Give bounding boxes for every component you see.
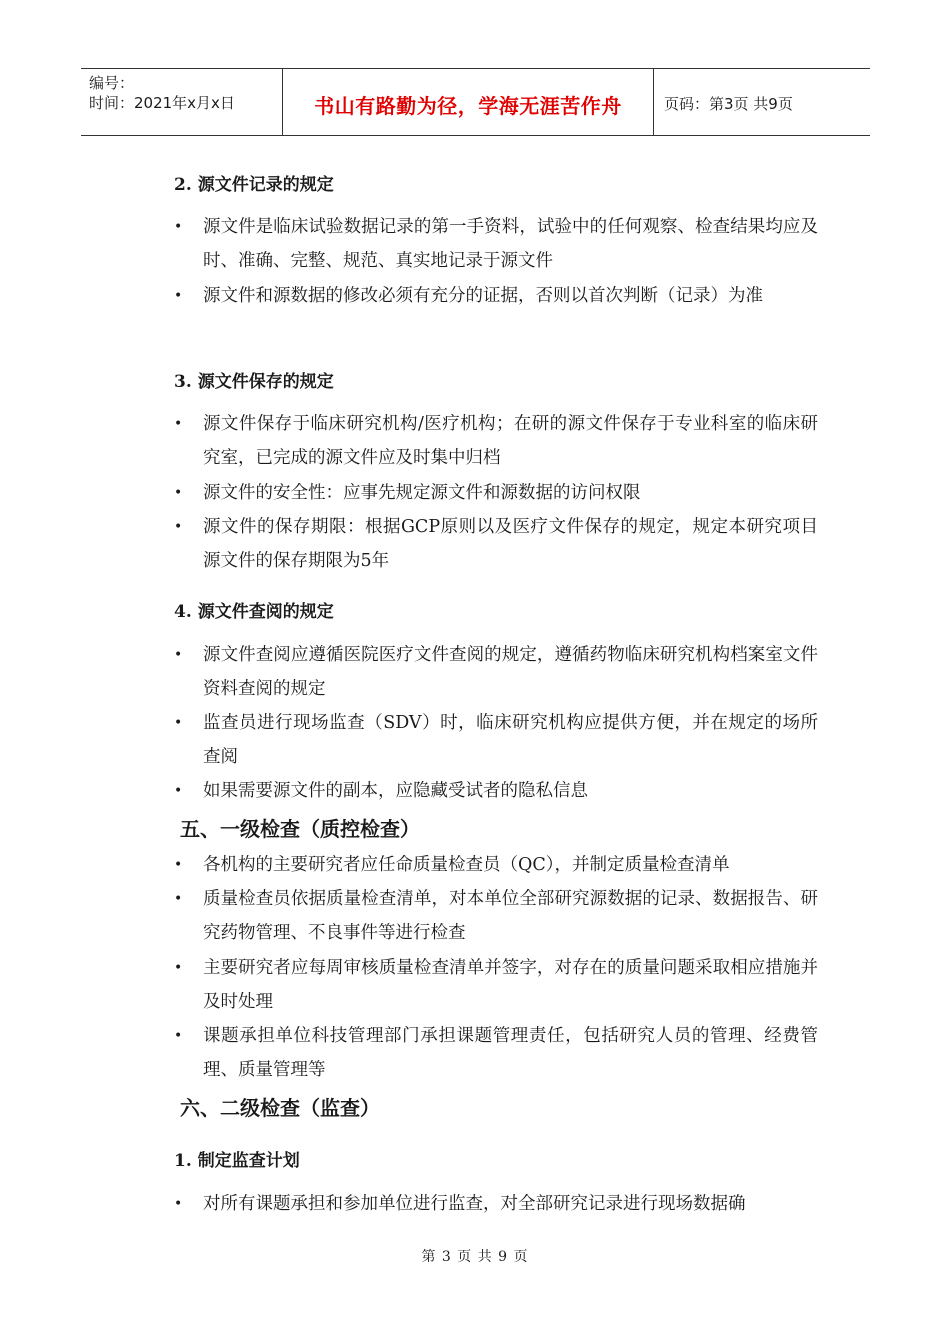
list-item [174,882,824,950]
list-item [174,638,824,706]
section-heading-3 [174,367,334,392]
bullet-icon: • [174,288,183,304]
section-title: 源文件记录的规定 [197,175,334,195]
list-item [174,210,824,278]
chapter-heading-5: 五、一级检查（质控检查） [180,817,420,841]
bullet-icon: • [174,1196,183,1212]
section-title: 源文件保存的规定 [197,372,334,392]
list-item-text: 源文件保存于临床研究机构/医疗机构；在研的源文件保存于专业科室的临床研究室，已完成的源文件应及时集中归档 [203,414,818,468]
section-number: 4. [174,602,192,622]
list-item-text: 质量检查员依据质量检查清单，对本单位全部研究源数据的记录、数据报告、研究药物管理、不良事件等进行检查 [203,889,818,943]
page-info-text: 页码：第3页 共9页 [664,94,793,113]
list-item [174,279,824,313]
list-item [174,1187,824,1221]
bullet-icon: • [174,857,183,873]
list-item-text: 源文件的安全性：应事先规定源文件和源数据的访问权限 [203,483,641,503]
list-item [174,1019,824,1087]
bullet-icon: • [174,485,183,501]
bullet-icon: • [174,783,183,799]
list-item-text: 主要研究者应每周审核质量检查清单并签字，对存在的质量问题采取相应措施并及时处理 [203,958,818,1012]
chapter-heading-6: 六、二级检查（监查） [180,1096,380,1120]
section-heading-2 [174,170,334,195]
header-motto-cell [282,69,654,135]
list-item [174,951,824,1019]
list-item-text: 对所有课题承担和参加单位进行监查，对全部研究记录进行现场数据确 [203,1194,746,1214]
bullet-icon: • [174,647,183,663]
section-number: 3. [174,372,192,392]
list-item-text: 源文件查阅应遵循医院医疗文件查阅的规定，遵循药物临床研究机构档案室文件资料查阅的规定 [203,645,818,699]
list-item [174,407,824,475]
list-item-text: 如果需要源文件的副本，应隐藏受试者的隐私信息 [203,781,588,801]
list-item-text: 监查员进行现场监查（SDV）时，临床研究机构应提供方便，并在规定的场所查阅 [203,713,818,767]
page-footer: 第 3 页 共 9 页 [421,1249,529,1265]
bullet-icon: • [174,960,183,976]
list-item-text: 课题承担单位科技管理部门承担课题管理责任，包括研究人员的管理、经费管理、质量管理等 [203,1026,818,1080]
list-item [174,706,824,774]
list-item [174,848,824,882]
document-time-label: 时间：2021年x月x日 [89,94,235,112]
document-number-label: 编号： [89,74,135,92]
list-item [174,476,824,510]
list-item [174,774,824,808]
section-title: 制定监查计划 [197,1151,300,1171]
section-number: 2. [174,175,192,195]
bullet-icon: • [174,519,183,535]
page-header [81,68,870,136]
header-motto: 书山有路勤为径，学海无涯苦作舟 [314,93,622,118]
bullet-icon: • [174,715,183,731]
section-number: 1. [174,1151,192,1171]
bullet-icon: • [174,1028,183,1044]
header-meta [81,69,282,135]
list-item [174,510,824,578]
list-item-text: 各机构的主要研究者应任命质量检查员（QC），并制定质量检查清单 [203,855,730,875]
bullet-icon: • [174,219,183,235]
list-item-text: 源文件的保存期限：根据GCP原则以及医疗文件保存的规定，规定本研究项目源文件的保存期限为5年 [203,517,818,571]
list-item-text: 源文件和源数据的修改必须有充分的证据，否则以首次判断（记录）为准 [203,286,763,306]
list-item-text: 源文件是临床试验数据记录的第一手资料，试验中的任何观察、检查结果均应及时、准确、完整、规范、真实地记录于源文件 [203,217,818,271]
section-heading-6-1 [174,1146,300,1171]
bullet-icon: • [174,416,183,432]
section-title: 源文件查阅的规定 [197,602,334,622]
header-page-info [654,69,870,135]
bullet-icon: • [174,891,183,907]
section-heading-4 [174,597,334,622]
